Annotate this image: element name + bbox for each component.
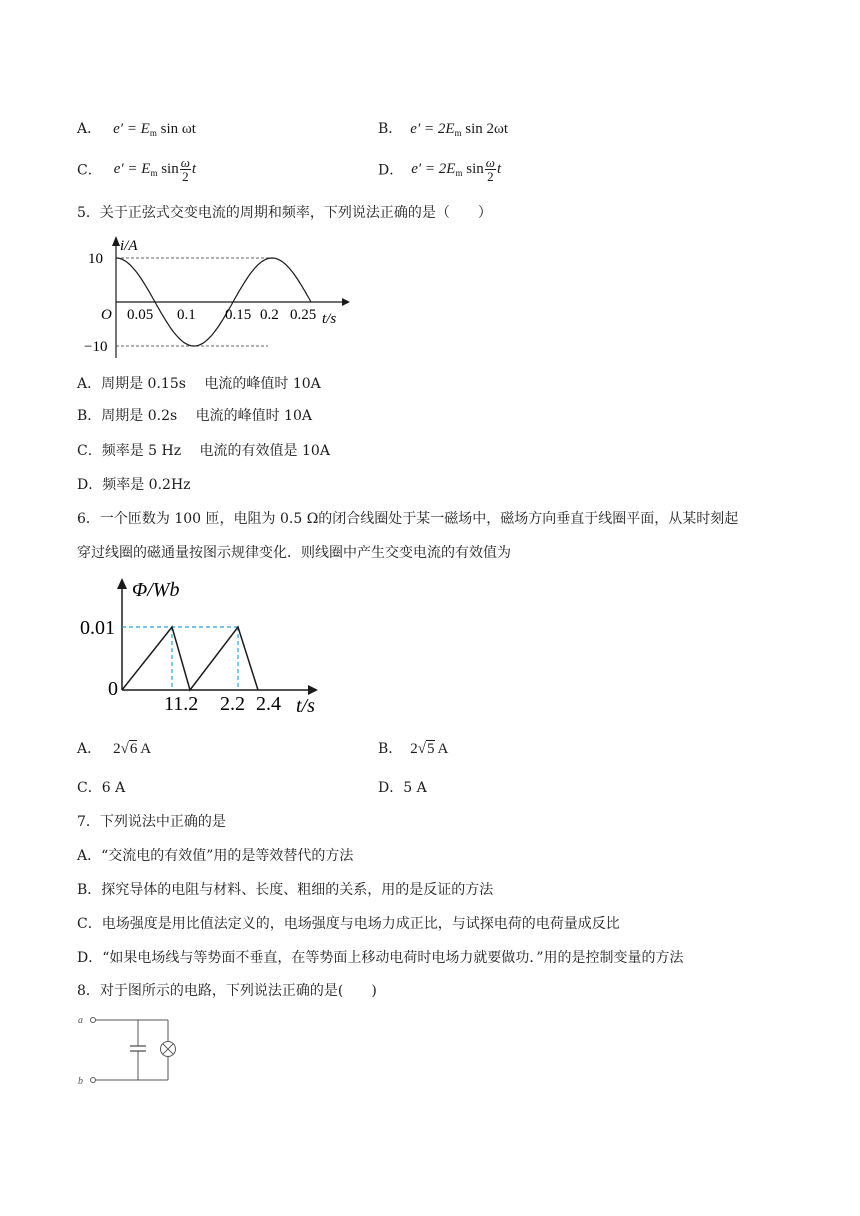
q6-y-arrow-icon (117, 578, 127, 589)
q6-option-b: B． 2√5 A (378, 741, 449, 757)
q5-y-arrow-icon (112, 236, 120, 246)
q5-origin: O (101, 307, 112, 323)
q5-option-a: A．周期是 0.15s 电流的峰值时 10A (77, 376, 321, 392)
q5-y-tick-10: 10 (88, 251, 103, 267)
q5-x-tick: 0.25 (290, 307, 317, 323)
q6-x-arrow-icon (308, 685, 318, 695)
q5-x-label: t/s (322, 311, 337, 327)
q5-stem: 5．关于正弦式交变电流的周期和频率，下列说法正确的是（ ） (77, 205, 492, 221)
terminal-b-label: b (78, 1076, 83, 1087)
terminal-b-icon (91, 1078, 96, 1083)
q7-option-a: A．“交流电的有效值”用的是等效替代的方法 (77, 848, 354, 864)
q7-stem: 7．下列说法中正确的是 (77, 814, 226, 830)
q6-x-tick: 2.4 (256, 693, 281, 715)
q5-current-graph (80, 230, 350, 360)
q5-option-b: B．周期是 0.2s 电流的峰值时 10A (77, 408, 313, 424)
q4-option-d: D． $e' = 2E_m$ sin $\frac{\omega}{2}$ t (378, 155, 502, 184)
q6-option-d: D．5 A (378, 780, 427, 796)
q5-y-tick-neg10: −10 (84, 339, 108, 355)
q6-y-tick: 0.01 (80, 617, 115, 639)
q5-x-tick: 0.1 (177, 307, 196, 323)
q6-option-c: C．6 A (77, 780, 126, 796)
q6-origin: 0 (108, 678, 118, 700)
q7-option-c: C．电场强度是用比值法定义的，电场强度与电场力成正比，与试探电荷的电荷量成反比 (77, 916, 620, 932)
q6-stem-line2: 穿过线圈的磁通量按图示规律变化．则线圈中产生交变电流的有效值为 (77, 545, 511, 561)
q4-option-c: C． $e' = E_m$ sin $\frac{\omega}{2}$ t (77, 155, 197, 184)
q6-x-tick: 2.2 (220, 693, 245, 715)
q8-circuit-diagram (76, 1012, 186, 1088)
terminal-a-label: a (78, 1015, 83, 1026)
q5-option-d: D．频率是 0.2Hz (77, 477, 191, 493)
q6-option-a: A． 2√6 A (77, 741, 152, 757)
q7-option-b: B．探究导体的电阻与材料、长度、粗细的关系，用的是反证的方法 (77, 882, 494, 898)
q5-x-tick: 0.05 (127, 307, 154, 323)
q4-option-a: A． $e' = E_m$ sin ωt (77, 121, 196, 138)
q6-x-label: t/s (296, 695, 315, 717)
q6-x-tick: 11.2 (164, 693, 199, 715)
q7-option-d: D．“如果电场线与等势面不垂直，在等势面上移动电荷时电场力就要做功．”用的是控制变量的方法 (77, 950, 684, 966)
q6-flux-graph (78, 573, 328, 718)
q4-option-b: B． $e' = 2E_m$ sin 2ωt (378, 121, 509, 138)
terminal-a-icon (91, 1018, 96, 1023)
q5-x-tick: 0.15 (225, 307, 252, 323)
q8-stem: 8．对于图所示的电路，下列说法正确的是( ) (77, 983, 377, 999)
q5-option-c: C．频率是 5 Hz 电流的有效值是 10A (77, 443, 330, 459)
q6-y-label: Φ/Wb (132, 579, 180, 601)
q5-y-label: i/A (120, 238, 138, 254)
q6-stem-line1: 6．一个匝数为 100 匝，电阻为 0.5 Ω的闭合线圈处于某一磁场中，磁场方向垂直于线圈平面，从某时刻起 (77, 511, 739, 527)
q5-x-tick: 0.2 (260, 307, 279, 323)
q5-x-arrow-icon (342, 298, 350, 306)
